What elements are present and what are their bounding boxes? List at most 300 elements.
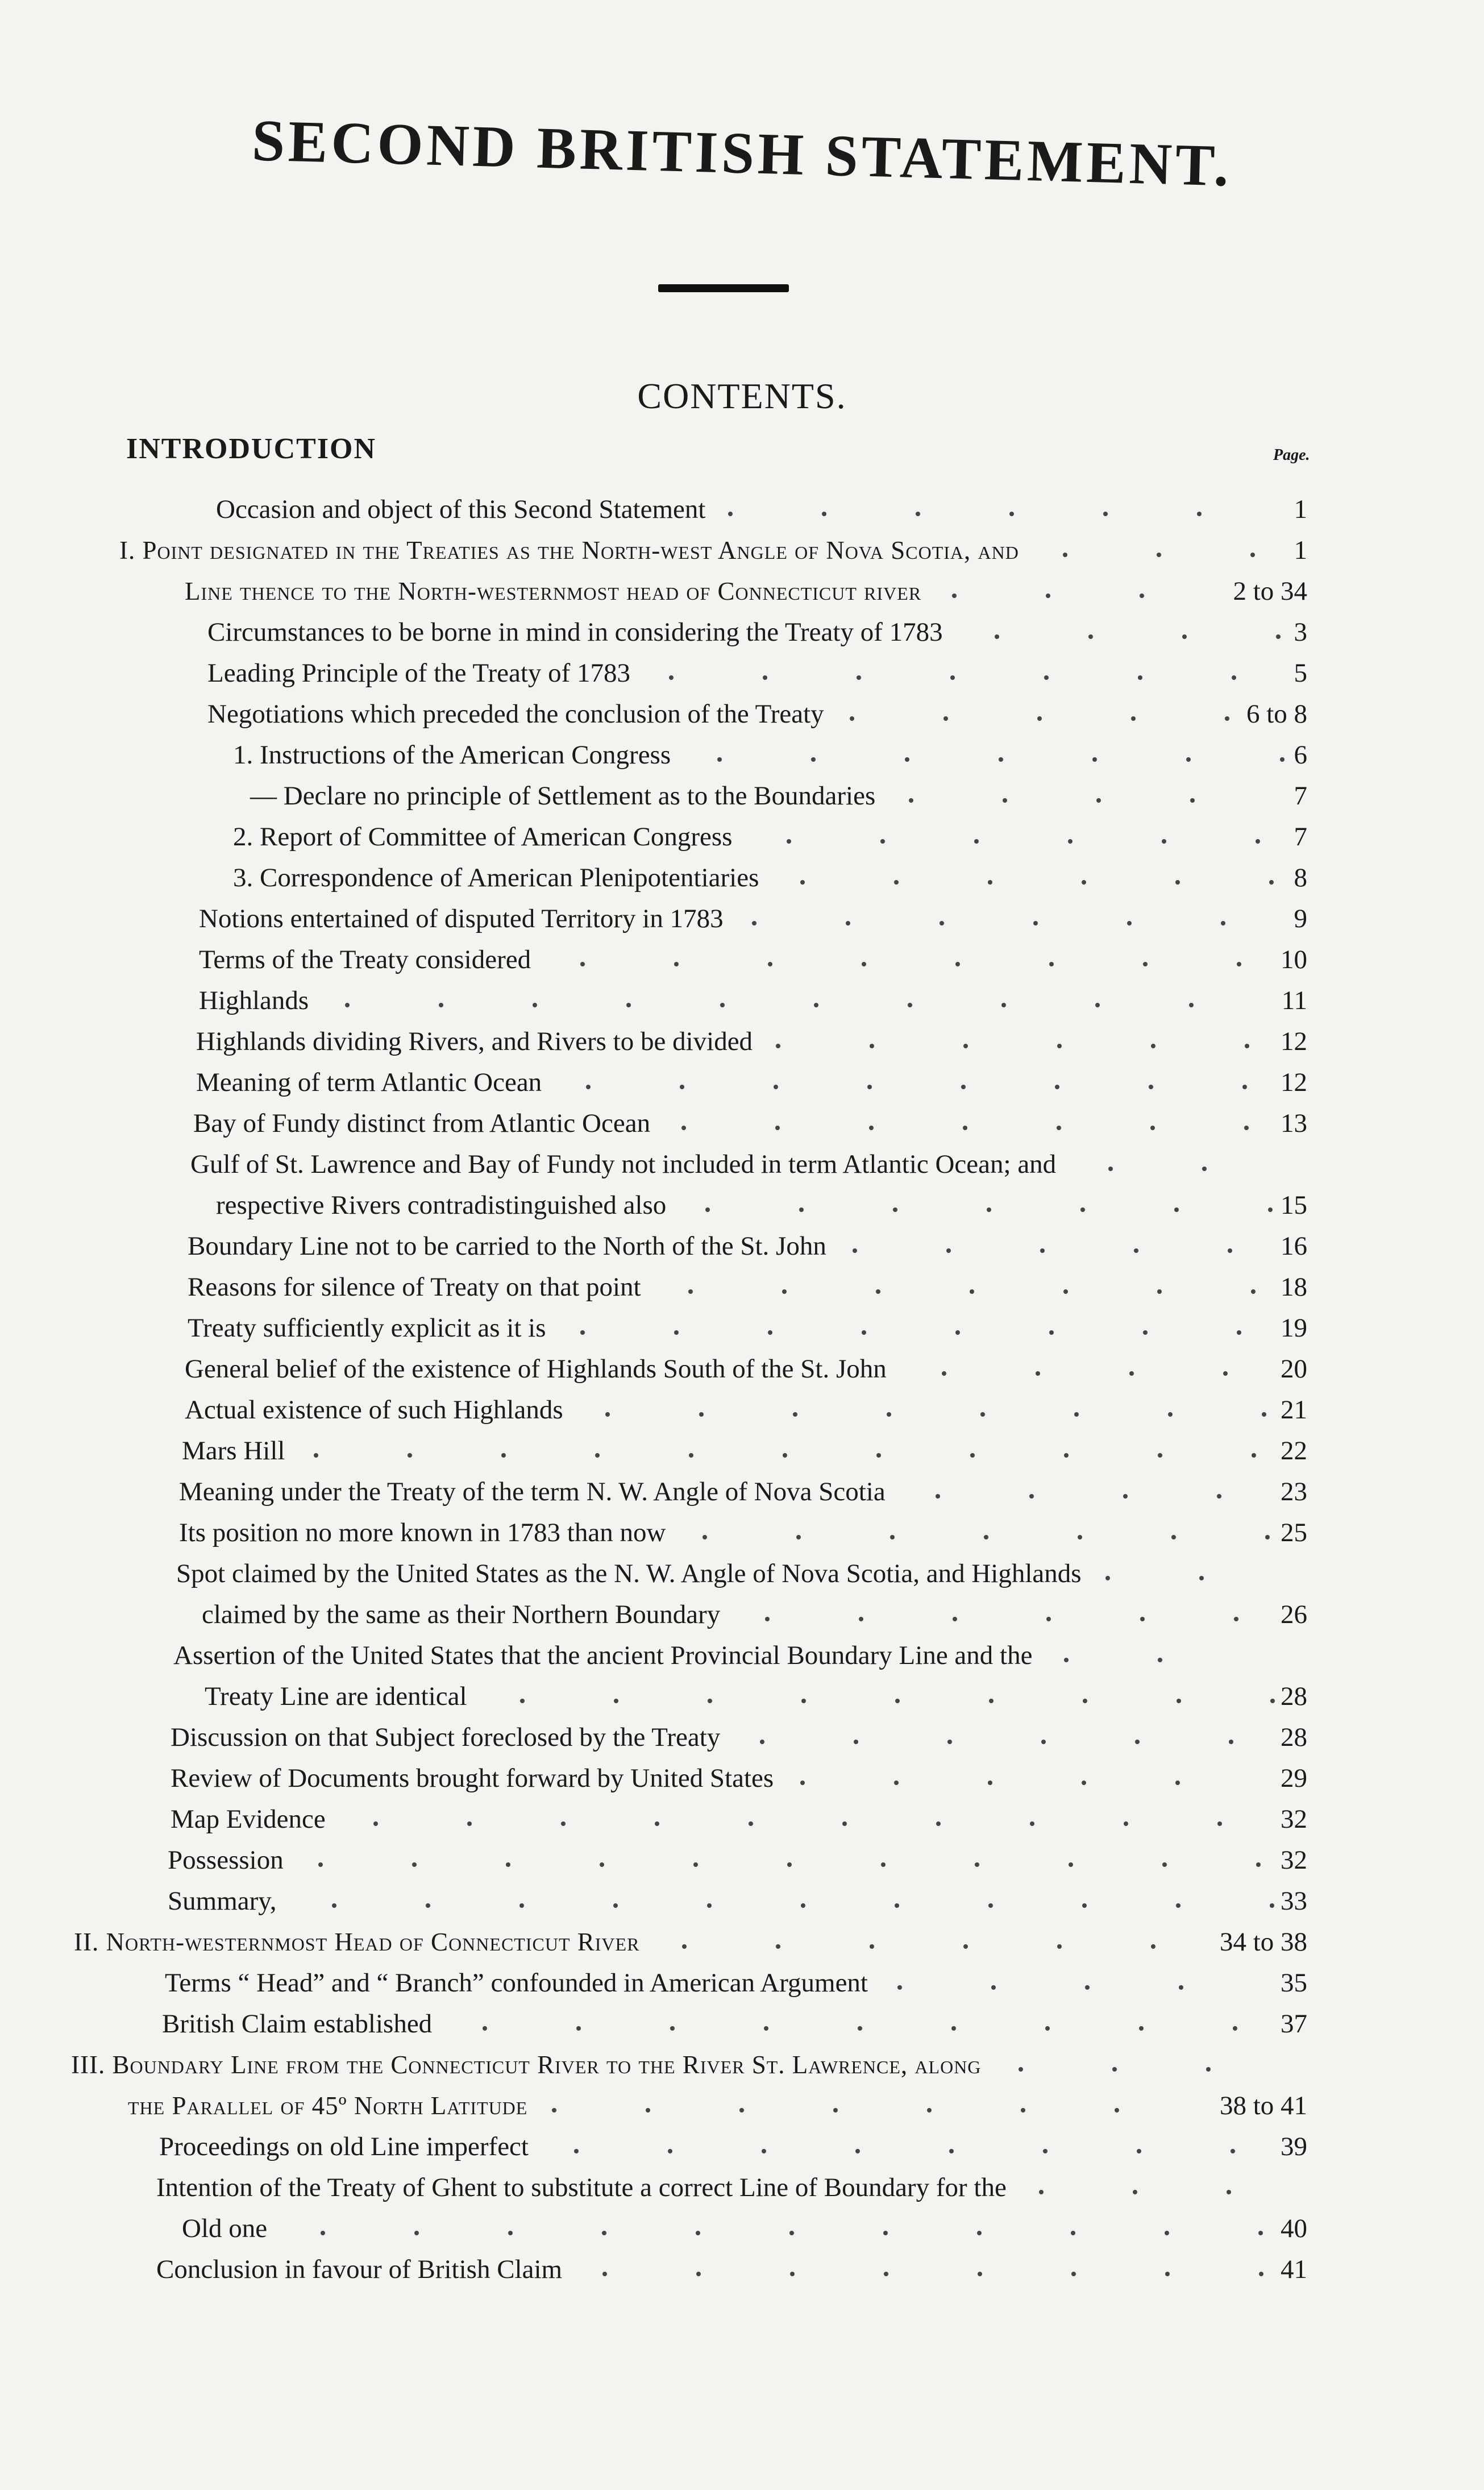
leader-dot xyxy=(1064,1658,1069,1662)
leader-dot xyxy=(1138,675,1142,680)
leader-dot xyxy=(1227,2190,1231,2194)
contents-entry xyxy=(0,2208,1484,2249)
leader-dot xyxy=(1149,1085,1153,1089)
leader-dot xyxy=(951,2026,956,2031)
leader-dot xyxy=(586,1085,591,1089)
leader-dot xyxy=(811,757,816,762)
leader-dot xyxy=(1265,1535,1270,1539)
leader-dot xyxy=(870,1944,874,1949)
leader-dot xyxy=(999,757,1003,762)
leader-dot xyxy=(1071,2272,1076,2276)
leader-dot xyxy=(1057,1944,1062,1949)
entry-page-number: 19 xyxy=(1281,1313,1307,1343)
leader-dot xyxy=(953,1617,957,1621)
leader-dot xyxy=(790,2272,795,2276)
contents-entry xyxy=(0,980,1484,1021)
contents-entry xyxy=(0,1226,1484,1267)
leader-dot xyxy=(1045,2026,1050,2031)
title-rule xyxy=(658,284,789,292)
leader-dot xyxy=(345,1003,350,1007)
leader-dot xyxy=(940,921,944,926)
leader-dot xyxy=(1223,1371,1228,1376)
entry-title: Proceedings on old Line imperfect xyxy=(159,2132,529,2161)
leader-dot xyxy=(689,1453,693,1458)
leader-dot xyxy=(908,1003,912,1007)
entry-title: Summary, xyxy=(168,1886,277,1916)
leader-dot xyxy=(533,1003,537,1007)
leader-dot xyxy=(988,880,992,885)
entry-title: Intention of the Treaty of Ghent to substitute a correct Line of Boundary for the xyxy=(156,2173,1007,2202)
contents-entry xyxy=(0,816,1484,857)
entry-title: Negotiations which preceded the conclusion of the Treaty xyxy=(207,699,824,729)
leader-dot xyxy=(800,1781,805,1785)
leader-dot xyxy=(1168,1412,1173,1417)
leader-dot xyxy=(789,2231,794,2235)
leader-dot xyxy=(783,1453,787,1458)
leader-dot xyxy=(1019,2067,1023,2072)
entry-title: I. Point designated in the Treaties as the North-west Angle of Nova Scotia, and xyxy=(119,536,1019,565)
entry-page-number: 33 xyxy=(1281,1886,1307,1916)
entry-title: Mars Hill xyxy=(182,1436,285,1466)
leader-dot xyxy=(1217,1494,1221,1499)
entry-title: 1. Instructions of the American Congress xyxy=(233,740,671,770)
leader-dot xyxy=(787,839,791,844)
leader-dot xyxy=(1182,634,1187,639)
leader-dot xyxy=(763,675,767,680)
entry-page-number: 20 xyxy=(1281,1354,1307,1384)
entry-page-number: 29 xyxy=(1281,1763,1307,1793)
contents-entry xyxy=(0,1553,1484,1594)
leader-dot xyxy=(414,2231,419,2235)
leader-dot xyxy=(980,1412,985,1417)
leader-dot xyxy=(1158,1453,1162,1458)
leader-dot xyxy=(970,1453,975,1458)
entry-title: Review of Documents brought forward by United States xyxy=(171,1763,774,1793)
entry-title: Meaning of term Atlantic Ocean xyxy=(196,1068,542,1097)
leader-dot xyxy=(876,1453,881,1458)
entry-page-number: 3 xyxy=(1294,617,1307,647)
leader-dot xyxy=(1270,1903,1274,1908)
leader-dot xyxy=(739,2108,744,2113)
leader-dot xyxy=(800,880,805,885)
leader-dot xyxy=(909,798,913,803)
leader-dot xyxy=(1250,553,1255,557)
entry-title: Line thence to the North-westernmost head of Connecticut river xyxy=(185,577,922,605)
leader-dot xyxy=(793,1412,797,1417)
leader-dot xyxy=(943,716,948,721)
entry-title: Highlands xyxy=(199,986,309,1015)
leader-dot xyxy=(787,1862,792,1867)
leader-dot xyxy=(862,962,866,966)
leader-dot xyxy=(1003,798,1007,803)
contents-entry xyxy=(0,612,1484,653)
leader-dot xyxy=(833,2108,838,2113)
leader-dot xyxy=(688,1289,693,1294)
leader-dot xyxy=(1009,512,1014,516)
leader-dot xyxy=(574,2149,579,2153)
leader-dot xyxy=(764,2026,768,2031)
leader-dot xyxy=(1175,1781,1180,1785)
leader-dot xyxy=(963,1126,967,1130)
entry-title: British Claim established xyxy=(162,2009,433,2039)
entry-title: Treaty Line are identical xyxy=(205,1682,467,1711)
leader-dot xyxy=(1140,1617,1145,1621)
leader-dot xyxy=(1049,962,1054,966)
leader-dot xyxy=(1108,1167,1113,1171)
leader-dot xyxy=(1021,2108,1025,2113)
leader-dot xyxy=(963,1044,968,1048)
leader-dot xyxy=(1206,2067,1211,2072)
leader-dot xyxy=(1082,1903,1087,1908)
entry-page-number: 41 xyxy=(1281,2255,1307,2284)
leader-dot xyxy=(752,921,756,926)
entry-page-number: 2 to 34 xyxy=(1233,576,1307,606)
leader-dot xyxy=(799,1207,804,1212)
leader-dot xyxy=(1151,1944,1155,1949)
leader-dot xyxy=(1251,1289,1256,1294)
leader-dot xyxy=(602,2272,607,2276)
leader-dot xyxy=(1175,880,1180,885)
leader-dot xyxy=(1069,1862,1073,1867)
leader-dot xyxy=(1234,1617,1238,1621)
leader-dot xyxy=(321,2231,325,2235)
leader-dot xyxy=(705,1207,710,1212)
leader-dot xyxy=(775,1126,780,1130)
leader-dot xyxy=(1083,1699,1087,1703)
leader-dot xyxy=(850,716,854,721)
leader-dot xyxy=(708,1699,712,1703)
contents-entry xyxy=(0,694,1484,734)
entry-title: 2. Report of Committee of American Congress xyxy=(233,822,733,852)
entry-title: Old one xyxy=(182,2214,268,2243)
leader-dot xyxy=(991,1985,996,1990)
leader-dot xyxy=(674,1330,679,1335)
entry-title: Actual existence of such Highlands xyxy=(185,1395,563,1425)
contents-entry xyxy=(0,2126,1484,2167)
leader-dot xyxy=(890,1535,895,1539)
leader-dot xyxy=(467,1821,472,1826)
entry-title: 3. Correspondence of American Plenipotentiaries xyxy=(233,863,759,893)
contents-entry xyxy=(0,1267,1484,1308)
leader-dot xyxy=(1199,1576,1204,1580)
entry-title: Conclusion in favour of British Claim xyxy=(156,2255,563,2284)
leader-dot xyxy=(1165,2272,1170,2276)
leader-dot xyxy=(1221,921,1225,926)
leader-dot xyxy=(927,2108,932,2113)
entry-title: II. North-westernmost Head of Connecticut River xyxy=(74,1928,640,1956)
contents-entry xyxy=(0,1881,1484,1922)
leader-dot xyxy=(674,962,679,966)
entry-title: respective Rivers contradistinguished also xyxy=(216,1190,667,1220)
entry-title: Terms of the Treaty considered xyxy=(199,945,531,974)
leader-dot xyxy=(602,2231,606,2235)
contents-entry xyxy=(0,1717,1484,1758)
leader-dot xyxy=(880,839,885,844)
leader-dot xyxy=(1280,757,1285,762)
entry-title: Assertion of the United States that the ancient Provincial Boundary Line and the xyxy=(173,1641,1033,1670)
entry-title: Possession xyxy=(168,1845,284,1875)
contents-entry xyxy=(0,775,1484,816)
contents-entry xyxy=(0,1799,1484,1840)
leader-dot xyxy=(895,1903,899,1908)
entry-title: Terms “ Head” and “ Branch” confounded in American Argument xyxy=(165,1968,868,1998)
entry-title: Meaning under the Treaty of the term N. W. Angle of Nova Scotia xyxy=(179,1477,886,1507)
entry-title: General belief of the existence of Highlands South of the St. John xyxy=(185,1354,887,1384)
leader-dot xyxy=(408,1453,412,1458)
entry-page-number: 1 xyxy=(1294,536,1307,565)
leader-dot xyxy=(1029,1494,1034,1499)
leader-dot xyxy=(955,962,960,966)
leader-dot xyxy=(1162,839,1166,844)
leader-dot xyxy=(580,962,585,966)
leader-dot xyxy=(950,675,955,680)
entry-title: — Declare no principle of Settlement as to the Boundaries xyxy=(250,781,876,811)
entry-page-number: 15 xyxy=(1281,1190,1307,1220)
leader-dot xyxy=(952,594,957,598)
leader-dot xyxy=(814,1003,818,1007)
leader-dot xyxy=(977,2231,982,2235)
leader-dot xyxy=(1133,2190,1137,2194)
leader-dot xyxy=(776,1044,780,1048)
contents-entry xyxy=(0,1308,1484,1348)
leader-dot xyxy=(483,2026,487,2031)
entry-page-number: 9 xyxy=(1294,904,1307,933)
leader-dot xyxy=(1049,1330,1054,1335)
entry-page-number: 7 xyxy=(1294,822,1307,852)
leader-dot xyxy=(332,1903,336,1908)
leader-dot xyxy=(1179,1985,1183,1990)
leader-dot xyxy=(1202,1167,1207,1171)
entry-page-number: 21 xyxy=(1281,1395,1307,1425)
leader-dot xyxy=(1036,1371,1040,1376)
leader-dot xyxy=(707,1903,712,1908)
leader-dot xyxy=(916,512,920,516)
leader-dot xyxy=(1189,1003,1194,1007)
leader-dot xyxy=(974,839,979,844)
entry-page-number: 32 xyxy=(1281,1804,1307,1834)
entry-page-number: 39 xyxy=(1281,2132,1307,2161)
leader-dot xyxy=(1092,757,1097,762)
leader-dot xyxy=(1217,1821,1222,1826)
leader-dot xyxy=(857,675,861,680)
leader-dot xyxy=(670,2026,675,2031)
leader-dot xyxy=(314,1453,318,1458)
contents-list xyxy=(0,489,1484,2290)
leader-dot xyxy=(984,1535,988,1539)
leader-dot xyxy=(1228,1248,1232,1253)
entry-page-number: 23 xyxy=(1281,1477,1307,1507)
entry-page-number: 28 xyxy=(1281,1723,1307,1752)
leader-dot xyxy=(846,921,850,926)
leader-dot xyxy=(749,1821,753,1826)
entry-page-number: 6 to 8 xyxy=(1246,699,1307,729)
leader-dot xyxy=(613,1903,618,1908)
leader-dot xyxy=(854,1740,858,1744)
contents-entry xyxy=(0,1062,1484,1103)
contents-entry xyxy=(0,2003,1484,2044)
entry-page-number: 38 to 41 xyxy=(1219,2091,1307,2120)
leader-dot xyxy=(576,2026,581,2031)
leader-dot xyxy=(1040,1248,1045,1253)
leader-dot xyxy=(768,1330,772,1335)
entry-title: claimed by the same as their Northern Boundary xyxy=(202,1600,721,1629)
document-title: SECOND BRITISH STATEMENT. xyxy=(251,107,1233,199)
leader-dot xyxy=(867,1085,872,1089)
entry-title: Map Evidence xyxy=(171,1804,326,1834)
leader-dot xyxy=(942,1371,946,1376)
leader-dot xyxy=(883,2231,888,2235)
contents-entry xyxy=(0,1144,1484,1185)
contents-entry xyxy=(0,1348,1484,1389)
leader-dot xyxy=(855,2149,860,2153)
entry-title: Occasion and object of this Second Statement xyxy=(216,495,706,524)
entry-page-number: 22 xyxy=(1281,1436,1307,1466)
leader-dot xyxy=(970,1289,974,1294)
leader-dot xyxy=(1105,1576,1110,1580)
leader-dot xyxy=(520,1699,525,1703)
leader-dot xyxy=(696,2272,701,2276)
leader-dot xyxy=(373,1821,378,1826)
leader-dot xyxy=(963,1944,968,1949)
contents-entry xyxy=(0,1758,1484,1799)
contents-entry xyxy=(0,1103,1484,1144)
leader-dot xyxy=(1233,2026,1237,2031)
leader-dot xyxy=(1046,594,1050,598)
leader-dot xyxy=(862,1330,866,1335)
leader-dot xyxy=(1043,2149,1047,2153)
leader-dot xyxy=(869,1126,874,1130)
leader-dot xyxy=(1258,2231,1263,2235)
entry-page-number: 16 xyxy=(1281,1231,1307,1261)
contents-entry xyxy=(0,1430,1484,1471)
leader-dot xyxy=(506,1862,510,1867)
entry-title: Discussion on that Subject foreclosed by the Treaty xyxy=(171,1723,721,1752)
leader-dot xyxy=(987,1207,991,1212)
leader-dot xyxy=(1232,675,1236,680)
leader-dot xyxy=(1186,757,1191,762)
leader-dot xyxy=(1157,553,1161,557)
leader-dot xyxy=(1095,1003,1100,1007)
entry-page-number: 37 xyxy=(1281,2009,1307,2039)
contents-entry xyxy=(0,1840,1484,1881)
leader-dot xyxy=(1129,1371,1134,1376)
leader-dot xyxy=(1256,839,1260,844)
leader-dot xyxy=(605,1412,610,1417)
contents-entry xyxy=(0,489,1484,530)
introduction-heading: INTRODUCTION xyxy=(126,433,377,465)
entry-page-number: 18 xyxy=(1281,1272,1307,1302)
entry-page-number: 11 xyxy=(1281,986,1307,1015)
leader-dot xyxy=(1088,634,1093,639)
contents-entry xyxy=(0,530,1484,571)
entry-title: Leading Principle of the Treaty of 1783 xyxy=(207,658,631,688)
leader-dot xyxy=(1140,594,1144,598)
leader-dot xyxy=(1197,512,1202,516)
leader-dot xyxy=(1157,1289,1162,1294)
leader-dot xyxy=(1252,1453,1256,1458)
leader-dot xyxy=(796,1535,801,1539)
entry-page-number: 12 xyxy=(1281,1068,1307,1097)
leader-dot xyxy=(626,1003,631,1007)
leader-dot xyxy=(561,1821,566,1826)
entry-title: III. Boundary Line from the Connecticut River to the River St. Lawrence, along xyxy=(71,2051,982,2079)
leader-dot xyxy=(897,1985,902,1990)
leader-dot xyxy=(765,1617,770,1621)
leader-dot xyxy=(858,2026,862,2031)
leader-dot xyxy=(1237,1330,1241,1335)
leader-dot xyxy=(1063,553,1067,557)
leader-dot xyxy=(936,1494,940,1499)
leader-dot xyxy=(1082,880,1086,885)
leader-dot xyxy=(1229,1740,1233,1744)
leader-dot xyxy=(1080,1207,1085,1212)
contents-entry xyxy=(0,1922,1484,1962)
leader-dot xyxy=(1245,1044,1249,1048)
contents-entry xyxy=(0,1185,1484,1226)
contents-entry xyxy=(0,1512,1484,1553)
leader-dot xyxy=(1078,1535,1082,1539)
leader-dot xyxy=(1143,1330,1148,1335)
entry-page-number: 34 to 38 xyxy=(1219,1927,1307,1957)
leader-dot xyxy=(1037,716,1042,721)
leader-dot xyxy=(1096,798,1101,803)
leader-dot xyxy=(699,1412,704,1417)
leader-dot xyxy=(870,1044,874,1048)
entry-title: Notions entertained of disputed Territory in 1783 xyxy=(199,904,724,933)
leader-dot xyxy=(720,1003,725,1007)
leader-dot xyxy=(859,1617,863,1621)
leader-dot xyxy=(801,1903,805,1908)
leader-dot xyxy=(1112,2067,1117,2072)
leader-dot xyxy=(774,1085,778,1089)
leader-dot xyxy=(1030,1821,1034,1826)
leader-dot xyxy=(1244,1126,1249,1130)
leader-dot xyxy=(1046,1617,1051,1621)
entry-page-number: 35 xyxy=(1281,1968,1307,1998)
contents-entry xyxy=(0,1635,1484,1676)
contents-entry xyxy=(0,1594,1484,1635)
leader-dot xyxy=(614,1699,618,1703)
leader-dot xyxy=(1041,1740,1046,1744)
contents-entry xyxy=(0,2249,1484,2290)
leader-dot xyxy=(853,1248,857,1253)
contents-entry xyxy=(0,857,1484,898)
leader-dot xyxy=(1082,1781,1086,1785)
leader-dot xyxy=(1177,1699,1181,1703)
leader-dot xyxy=(1085,1985,1090,1990)
contents-entry xyxy=(0,2167,1484,2208)
leader-dot xyxy=(1064,1453,1069,1458)
contents-heading: CONTENTS. xyxy=(637,376,847,416)
leader-dot xyxy=(1231,2149,1235,2153)
leader-dot xyxy=(680,1085,684,1089)
leader-dot xyxy=(1127,921,1132,926)
leader-dot xyxy=(595,1453,600,1458)
contents-entry xyxy=(0,2085,1484,2126)
entry-page-number: 28 xyxy=(1281,1682,1307,1711)
leader-dot xyxy=(1137,2149,1141,2153)
leader-dot xyxy=(1190,798,1195,803)
entry-page-number: 13 xyxy=(1281,1109,1307,1138)
entry-title: Highlands dividing Rivers, and Rivers to be divided xyxy=(196,1027,753,1056)
leader-dot xyxy=(1134,1248,1138,1253)
entry-title: Reasons for silence of Treaty on that point xyxy=(188,1272,641,1302)
leader-dot xyxy=(1123,1494,1128,1499)
leader-dot xyxy=(905,757,909,762)
leader-dot xyxy=(1242,1085,1247,1089)
entry-title: Boundary Line not to be carried to the North of the St. John xyxy=(188,1231,826,1261)
leader-dot xyxy=(1174,1207,1179,1212)
